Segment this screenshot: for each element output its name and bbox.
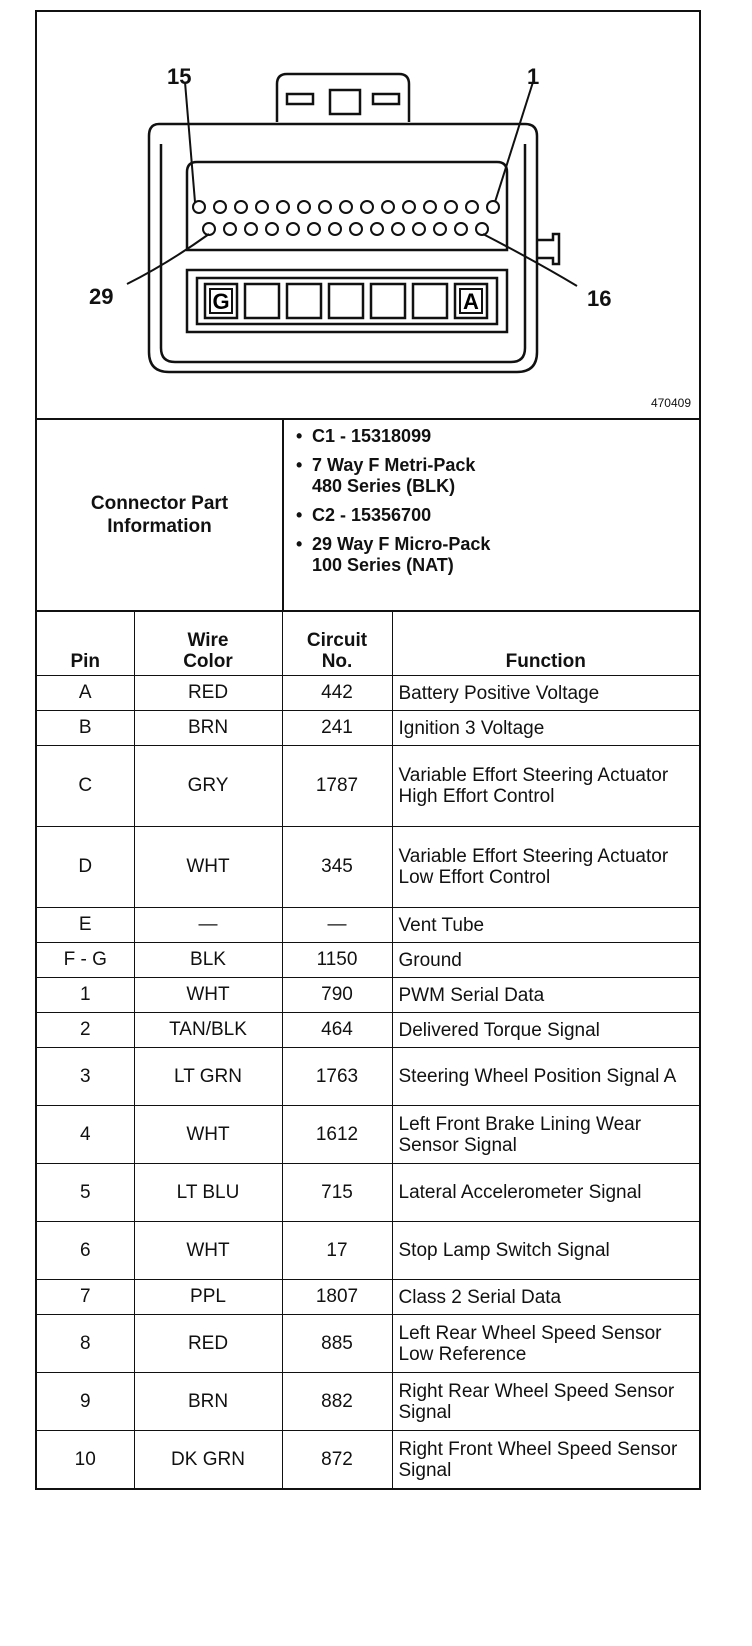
function-cell: Ignition 3 Voltage — [392, 711, 699, 746]
wire-color-cell: TAN/BLK — [134, 1013, 282, 1048]
function-cell: Variable Effort Steering Actuator Low Effort Control — [392, 827, 699, 908]
table-row — [37, 1048, 699, 1106]
circuit-cell: — — [282, 908, 392, 943]
cavity-letter-g: G — [212, 289, 230, 314]
wire-color-cell: LT GRN — [134, 1048, 282, 1106]
circuit-cell: 442 — [282, 676, 392, 711]
header-circuit-line1: Circuit — [306, 630, 368, 651]
function-cell: PWM Serial Data — [392, 978, 699, 1013]
pin-cell: 1 — [37, 978, 134, 1013]
pin-cell: 8 — [37, 1315, 134, 1373]
circuit-cell: 790 — [282, 978, 392, 1013]
wire-color-cell: WHT — [134, 827, 282, 908]
table-row — [37, 1280, 699, 1315]
connector-info-list — [284, 420, 699, 610]
table-row — [37, 943, 699, 978]
pin-cell: 2 — [37, 1013, 134, 1048]
leader-lines — [127, 82, 577, 286]
connector-info-label-line1: Connector Part — [90, 493, 229, 514]
function-cell: Battery Positive Voltage — [392, 676, 699, 711]
header-circuit-no — [282, 612, 392, 676]
function-cell: Vent Tube — [392, 908, 699, 943]
connector-info-line: • C2 - 15356700 — [312, 505, 432, 525]
table-row — [37, 978, 699, 1013]
connector-info-label — [37, 420, 284, 610]
pin-label-15: 15 — [167, 64, 192, 89]
pin-cell: 6 — [37, 1222, 134, 1280]
connector-info-line: 100 Series (NAT) — [312, 555, 454, 575]
wire-color-cell: GRY — [134, 746, 282, 827]
function-cell: Left Front Brake Lining Wear Sensor Signal — [392, 1106, 699, 1164]
pin-cell: A — [37, 676, 134, 711]
function-cell: Stop Lamp Switch Signal — [392, 1222, 699, 1280]
connector-info-line: • 29 Way F Micro-Pack — [312, 534, 491, 554]
pin-label-29: 29 — [89, 284, 114, 309]
table-row — [37, 827, 699, 908]
function-cell: Right Rear Wheel Speed Sensor Signal — [392, 1373, 699, 1431]
function-cell: Variable Effort Steering Actuator High Effort Control — [392, 746, 699, 827]
table-row — [37, 1431, 699, 1489]
pinout-table — [37, 612, 699, 1488]
circuit-cell: 464 — [282, 1013, 392, 1048]
table-row — [37, 1106, 699, 1164]
wire-color-cell: PPL — [134, 1280, 282, 1315]
table-row — [37, 1373, 699, 1431]
circuit-cell: 17 — [282, 1222, 392, 1280]
function-cell: Left Rear Wheel Speed Sensor Low Reference — [392, 1315, 699, 1373]
wire-color-cell: LT BLU — [134, 1164, 282, 1222]
circuit-cell: 1807 — [282, 1280, 392, 1315]
wire-color-cell: WHT — [134, 978, 282, 1013]
pin-label-1: 1 — [527, 64, 540, 89]
pin-cell: F - G — [37, 943, 134, 978]
pin-cell: B — [37, 711, 134, 746]
table-row — [37, 711, 699, 746]
circuit-cell: 241 — [282, 711, 392, 746]
header-wire-line1: Wire — [187, 630, 229, 651]
connector-info-item — [296, 534, 689, 576]
circuit-cell: 1150 — [282, 943, 392, 978]
table-row — [37, 1315, 699, 1373]
connector-info-item — [296, 426, 689, 447]
circuit-cell: 882 — [282, 1373, 392, 1431]
header-wire-color — [134, 612, 282, 676]
header-pin: Pin — [37, 612, 134, 676]
large-cavities — [205, 284, 487, 318]
table-row — [37, 908, 699, 943]
function-cell: Steering Wheel Position Signal A — [392, 1048, 699, 1106]
header-circuit-line2: No. — [321, 651, 353, 672]
wire-color-cell: BRN — [134, 711, 282, 746]
connector-info-line: • 7 Way F Metri-Pack — [312, 455, 476, 475]
circuit-cell: 715 — [282, 1164, 392, 1222]
connector-sheet — [35, 10, 701, 1490]
circuit-cell: 885 — [282, 1315, 392, 1373]
function-cell: Right Front Wheel Speed Sensor Signal — [392, 1431, 699, 1489]
connector-diagram — [37, 12, 699, 420]
header-wire-line2: Color — [183, 651, 233, 672]
pin-cell: 4 — [37, 1106, 134, 1164]
wire-color-cell: WHT — [134, 1106, 282, 1164]
table-row — [37, 1222, 699, 1280]
pin-cell: 3 — [37, 1048, 134, 1106]
function-cell: Class 2 Serial Data — [392, 1280, 699, 1315]
connector-info-item — [296, 505, 689, 526]
function-cell: Ground — [392, 943, 699, 978]
pin-cell: E — [37, 908, 134, 943]
pin-cell: C — [37, 746, 134, 827]
function-cell: Delivered Torque Signal — [392, 1013, 699, 1048]
function-cell: Lateral Accelerometer Signal — [392, 1164, 699, 1222]
connector-info-line: • C1 - 15318099 — [312, 426, 432, 446]
wire-color-cell: RED — [134, 676, 282, 711]
table-row — [37, 1164, 699, 1222]
table-header-row — [37, 612, 699, 676]
wire-color-cell: DK GRN — [134, 1431, 282, 1489]
table-row — [37, 1013, 699, 1048]
table-row — [37, 746, 699, 827]
pin-rows — [193, 201, 499, 235]
connector-drawing — [37, 12, 699, 416]
wire-color-cell: WHT — [134, 1222, 282, 1280]
header-function: Function — [392, 612, 699, 676]
connector-info-item — [296, 455, 689, 497]
connector-info-label-line2: Information — [107, 516, 212, 537]
wire-color-cell: — — [134, 908, 282, 943]
pin-label-16: 16 — [587, 286, 612, 311]
circuit-cell: 345 — [282, 827, 392, 908]
wire-color-cell: RED — [134, 1315, 282, 1373]
circuit-cell: 1763 — [282, 1048, 392, 1106]
wire-color-cell: BLK — [134, 943, 282, 978]
table-row — [37, 676, 699, 711]
connector-info-line: 480 Series (BLK) — [312, 476, 456, 496]
figure-id: 470409 — [650, 396, 691, 410]
circuit-cell: 1787 — [282, 746, 392, 827]
connector-part-info — [37, 420, 699, 612]
pin-cell: 7 — [37, 1280, 134, 1315]
pin-cell: 9 — [37, 1373, 134, 1431]
circuit-cell: 872 — [282, 1431, 392, 1489]
pin-cell: 5 — [37, 1164, 134, 1222]
pin-cell: D — [37, 827, 134, 908]
wire-color-cell: BRN — [134, 1373, 282, 1431]
circuit-cell: 1612 — [282, 1106, 392, 1164]
cavity-letter-a: A — [463, 289, 479, 314]
pin-cell: 10 — [37, 1431, 134, 1489]
